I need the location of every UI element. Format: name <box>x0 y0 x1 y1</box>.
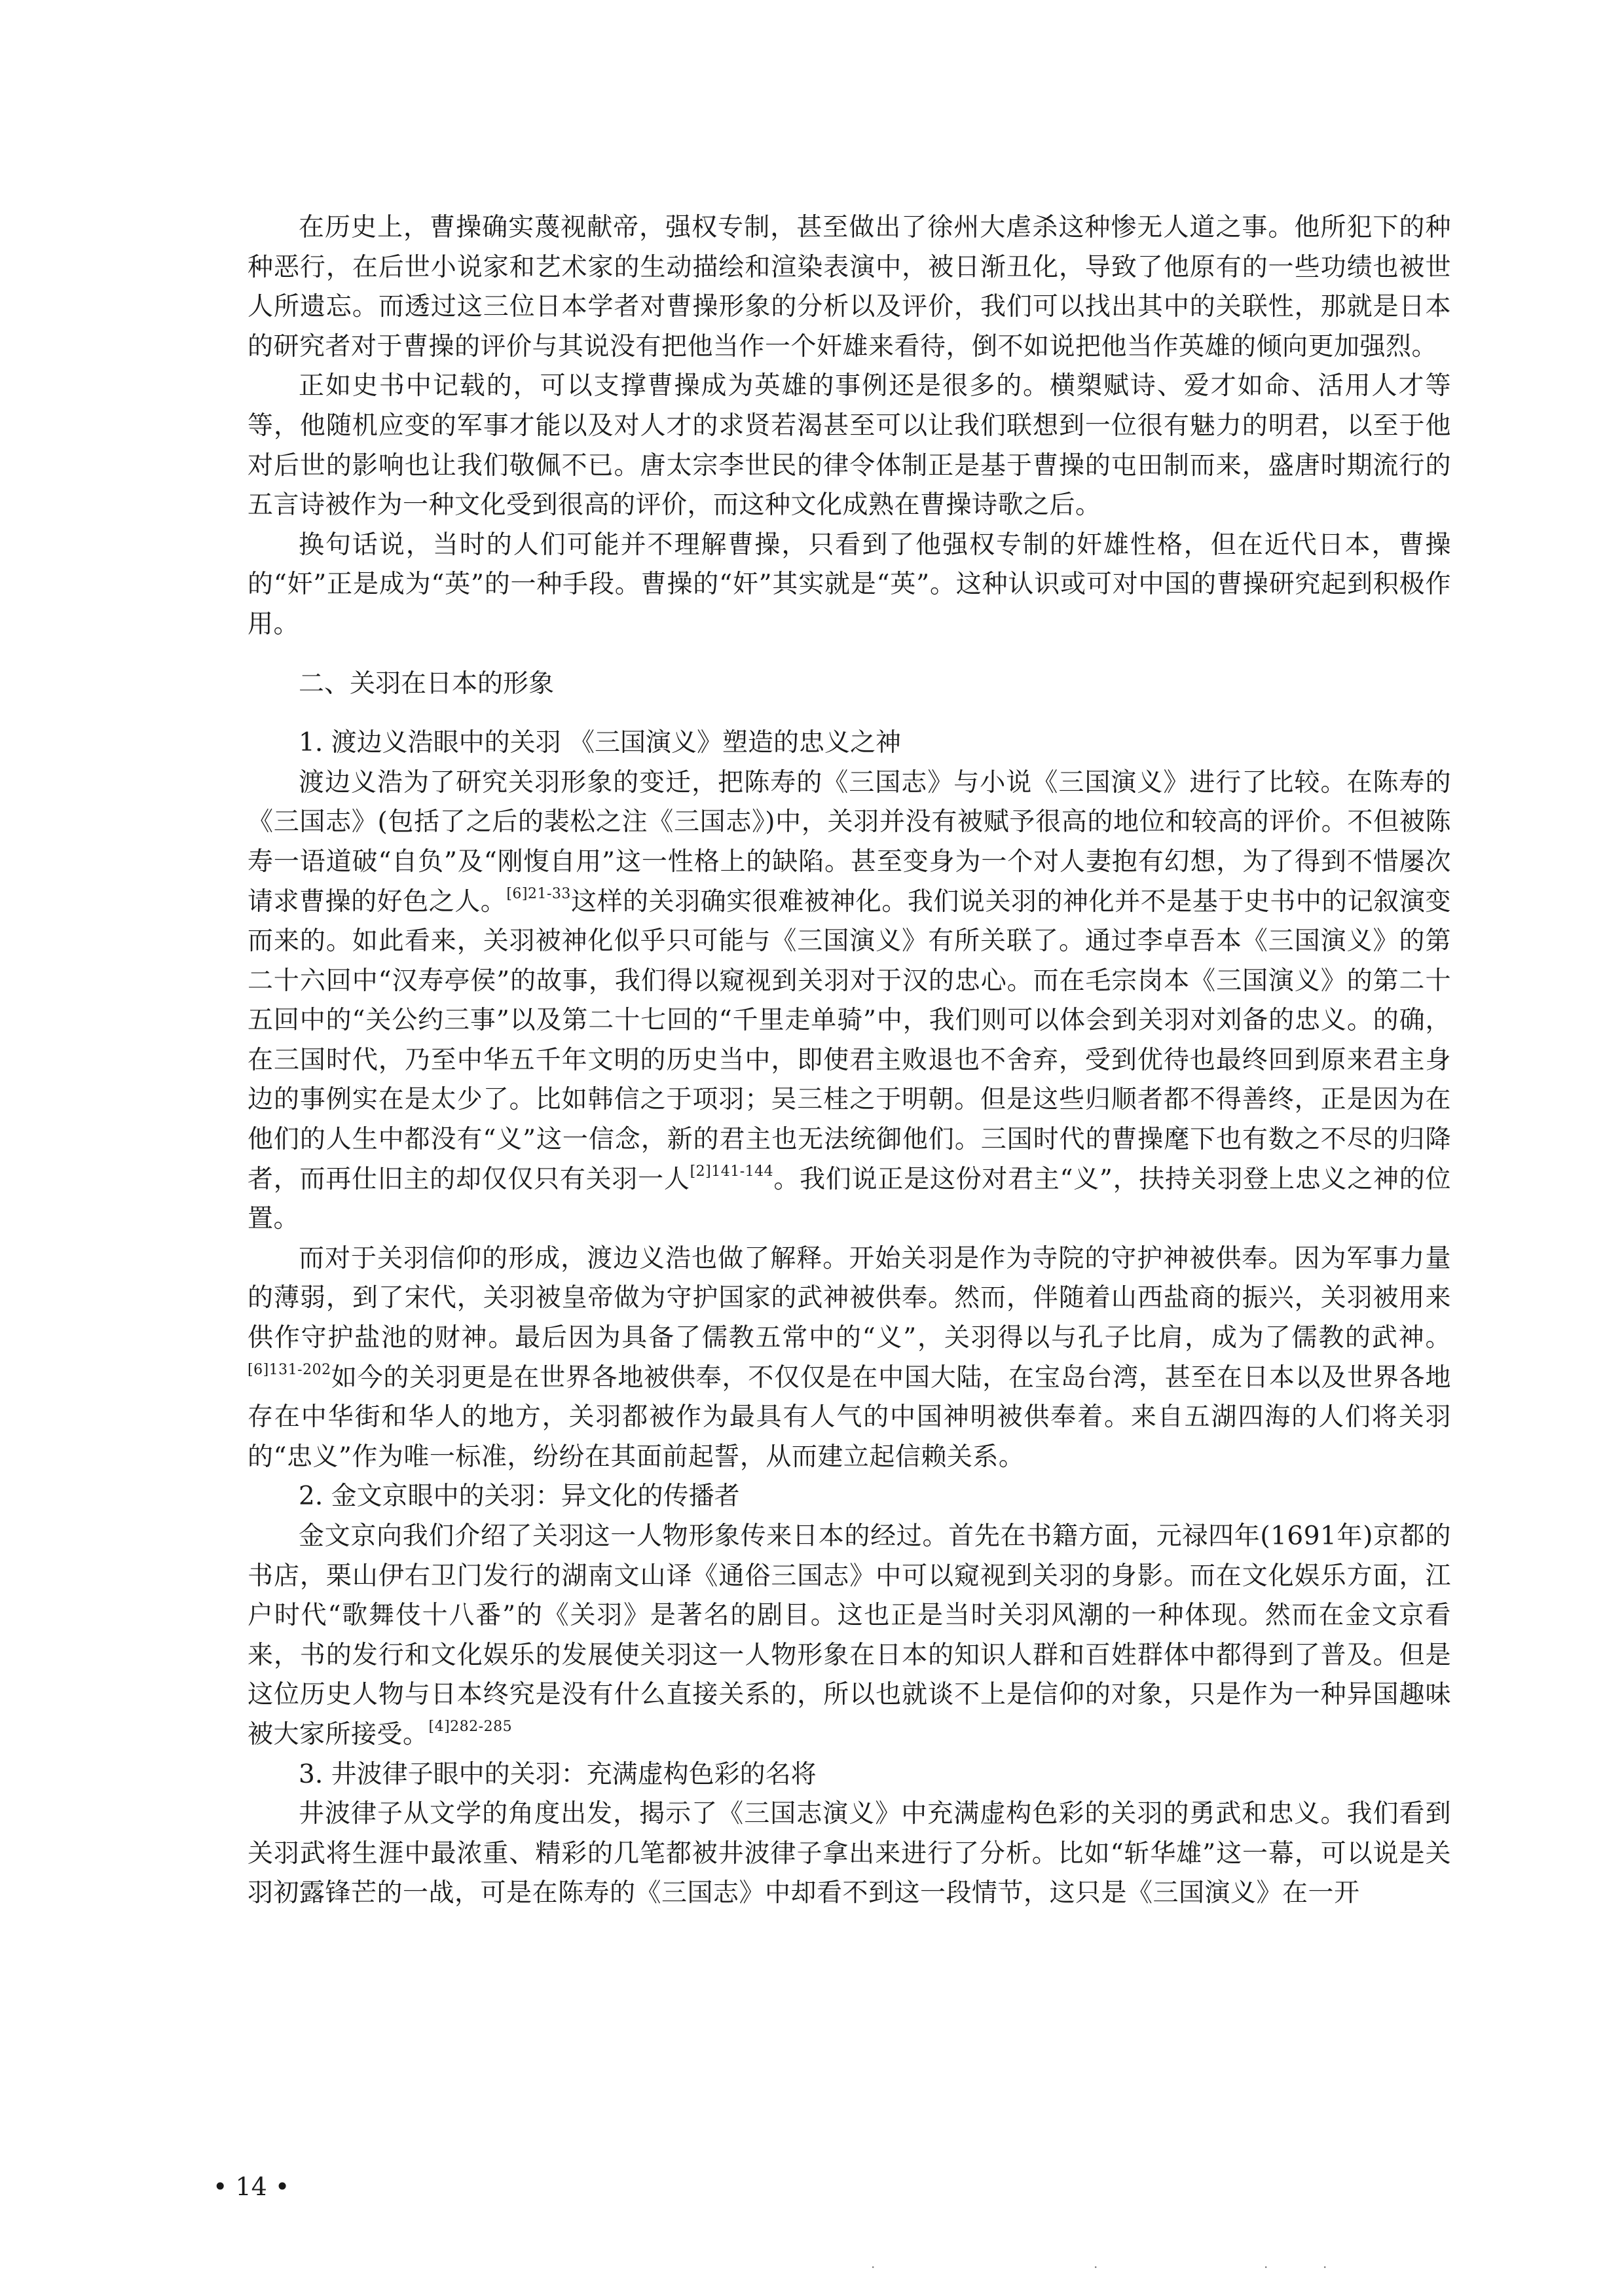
text-run: 这样的关羽确实很难被神化。我们说关羽的神化并不是基于史书中的记叙演变而来的。如此看来，关羽被神化似乎只可能与《三国演义》有所关联了。通过李卓吾本《三国演义》的第二十六回中“汉寿亭侯”的故事，我们得以窥视到关羽对于汉的忠心。而在毛宗岗本《三国演义》的第二十五回中的“关公约三事”以及第二十七回的“千里走单骑”中，我们则可以体会到关羽对刘备的忠义。的确，在三国时代，乃至中华五千年文明的历史当中，即使君主败退也不舍弃，受到优待也最终回到原来君主身边的事例实在是太少了。比如韩信之于项羽；吴三桂之于明朝。但是这些归顺者都不得善终，正是因为在他们的人生中都没有“义”这一信念，新的君主也无法统御他们。三国时代的曹操麾下也有数之不尽的归降者，而再仕旧主的却仅仅只有关羽一人 <box>248 886 1451 1194</box>
paragraph-watanabe-1 <box>248 763 1451 1239</box>
scan-speck: . <box>871 2255 876 2271</box>
paragraph-caocao-evaluation: 在历史上，曹操确实蔑视献帝，强权专制，甚至做出了徐州大虐杀这种惨无人道之事。他所犯下的种种恶行，在后世小说家和艺术家的生动描绘和渲染表演中，被日渐丑化，导致了他原有的一些功绩也被世人所遗忘。而透过这三位日本学者对曹操形象的分析以及评价，我们可以找出其中的关联性，那就是日本的研究者对于曹操的评价与其说没有把他当作一个奸雄来看待，倒不如说把他当作英雄的倾向更加强烈。 <box>248 213 1451 361</box>
citation: [2]141-144 <box>690 1163 774 1180</box>
scan-speck: . <box>1323 2255 1327 2271</box>
text-run: 金文京向我们介绍了关羽这一人物形象传来日本的经过。首先在书籍方面，元禄四年(1691年)京都的书店，栗山伊右卫门发行的湖南文山译《通俗三国志》中可以窥视到关羽的身影。而在文化娱乐方面，江户时代“歌舞伎十八番”的《关羽》是著名的剧目。这也正是当时关羽风潮的一种体现。然而在金文京看来，书的发行和文化娱乐的发展使关羽这一人物形象在日本的知识人群和百姓群体中都得到了普及。但是这位历史人物与日本终究是没有什么直接关系的，所以也就谈不上是信仰的对象，只是作为一种异国趣味被大家所接受。 <box>248 1522 1451 1749</box>
text-run: 渡边义浩为了研究关羽形象的变迁，把陈寿的《三国志》与小说《三国演义》进行了比较。在陈寿的《三国志》(包括了之后的裴松之注《三国志》)中，关羽并没有被赋予很高的地位和较高的评价。不但被陈寿一语道破“自负”及“刚愎自用”这一性格上的缺陷。甚至变身为一个对人妻抱有幻想，为了得到不惜屡次请求曹操的好色之人。 <box>248 767 1451 917</box>
paragraph-kim-bunkyo <box>248 1517 1451 1755</box>
citation: [4]282-285 <box>428 1718 513 1735</box>
page-number: • 14 • <box>213 2172 290 2201</box>
text-run: 。我们说正是这份对君主“义”，扶持关羽登上忠义之神的位置。 <box>248 1164 1451 1234</box>
section-heading-guanyu: 二、关羽在日本的形象 <box>299 668 555 699</box>
paragraph-watanabe-2 <box>248 1239 1451 1478</box>
paragraph-caocao-hero: 正如史书中记载的，可以支撑曹操成为英雄的事例还是很多的。横槊赋诗、爱才如命、活用人才等等，他随机应变的军事才能以及对人才的求贤若渴甚至可以让我们联想到一位很有魅力的明君，以至于他对后世的影响也让我们敬佩不已。唐太宗李世民的律令体制正是基于曹操的屯田制而来，盛唐时期流行的五言诗被作为一种文化受到很高的评价，而这种文化成熟在曹操诗歌之后。 <box>248 371 1451 520</box>
scan-speck: . <box>1094 2255 1098 2271</box>
paragraph-inami-ritsuko: 井波律子从文学的角度出发，揭示了《三国志演义》中充满虚构色彩的关羽的勇武和忠义。我们看到关羽武将生涯中最浓重、精彩的几笔都被井波律子拿出来进行了分析。比如“斩华雄”这一幕，可以说是关羽初露锋芒的一战，可是在陈寿的《三国志》中却看不到这一段情节，这只是《三国演义》在一开 <box>248 1799 1451 1908</box>
citation: [6]131-202 <box>248 1361 331 1378</box>
citation: [6]21-33 <box>506 885 571 902</box>
text-run: 如今的关羽更是在世界各地被供奉，不仅仅是在中国大陆，在宝岛台湾，甚至在日本以及世界各地存在中华街和华人的地方，关羽都被作为最具有人气的中国神明被供奉着。来自五湖四海的人们将关羽的“忠义”作为唯一标准，纷纷在其面前起誓，从而建立起信赖关系。 <box>248 1362 1451 1472</box>
subsection-heading-2: 2. 金文京眼中的关羽：异文化的传播者 <box>299 1482 740 1512</box>
text-run: 而对于关羽信仰的形成，渡边义浩也做了解释。开始关羽是作为寺院的守护神被供奉。因为军事力量的薄弱，到了宋代，关羽被皇帝做为守护国家的武神被供奉。然而，伴随着山西盐商的振兴，关羽被用来供作守护盐池的财神。最后因为具备了儒教五常中的“义”，关羽得以与孔子比肩，成为了儒教的武神。 <box>248 1243 1451 1353</box>
scan-speck: . <box>1264 2255 1268 2271</box>
paragraph-caocao-conclusion: 换句话说，当时的人们可能并不理解曹操，只看到了他强权专制的奸雄性格，但在近代日本，曹操的“奸”正是成为“英”的一种手段。曹操的“奸”其实就是“英”。这种认识或可对中国的曹操研究起到积极作用。 <box>248 530 1451 639</box>
body-text <box>248 208 1451 1914</box>
subsection-heading-1: 1. 渡边义浩眼中的关羽 《三国演义》塑造的忠义之神 <box>299 728 902 758</box>
subsection-heading-3: 3. 井波律子眼中的关羽：充满虚构色彩的名将 <box>299 1759 817 1789</box>
